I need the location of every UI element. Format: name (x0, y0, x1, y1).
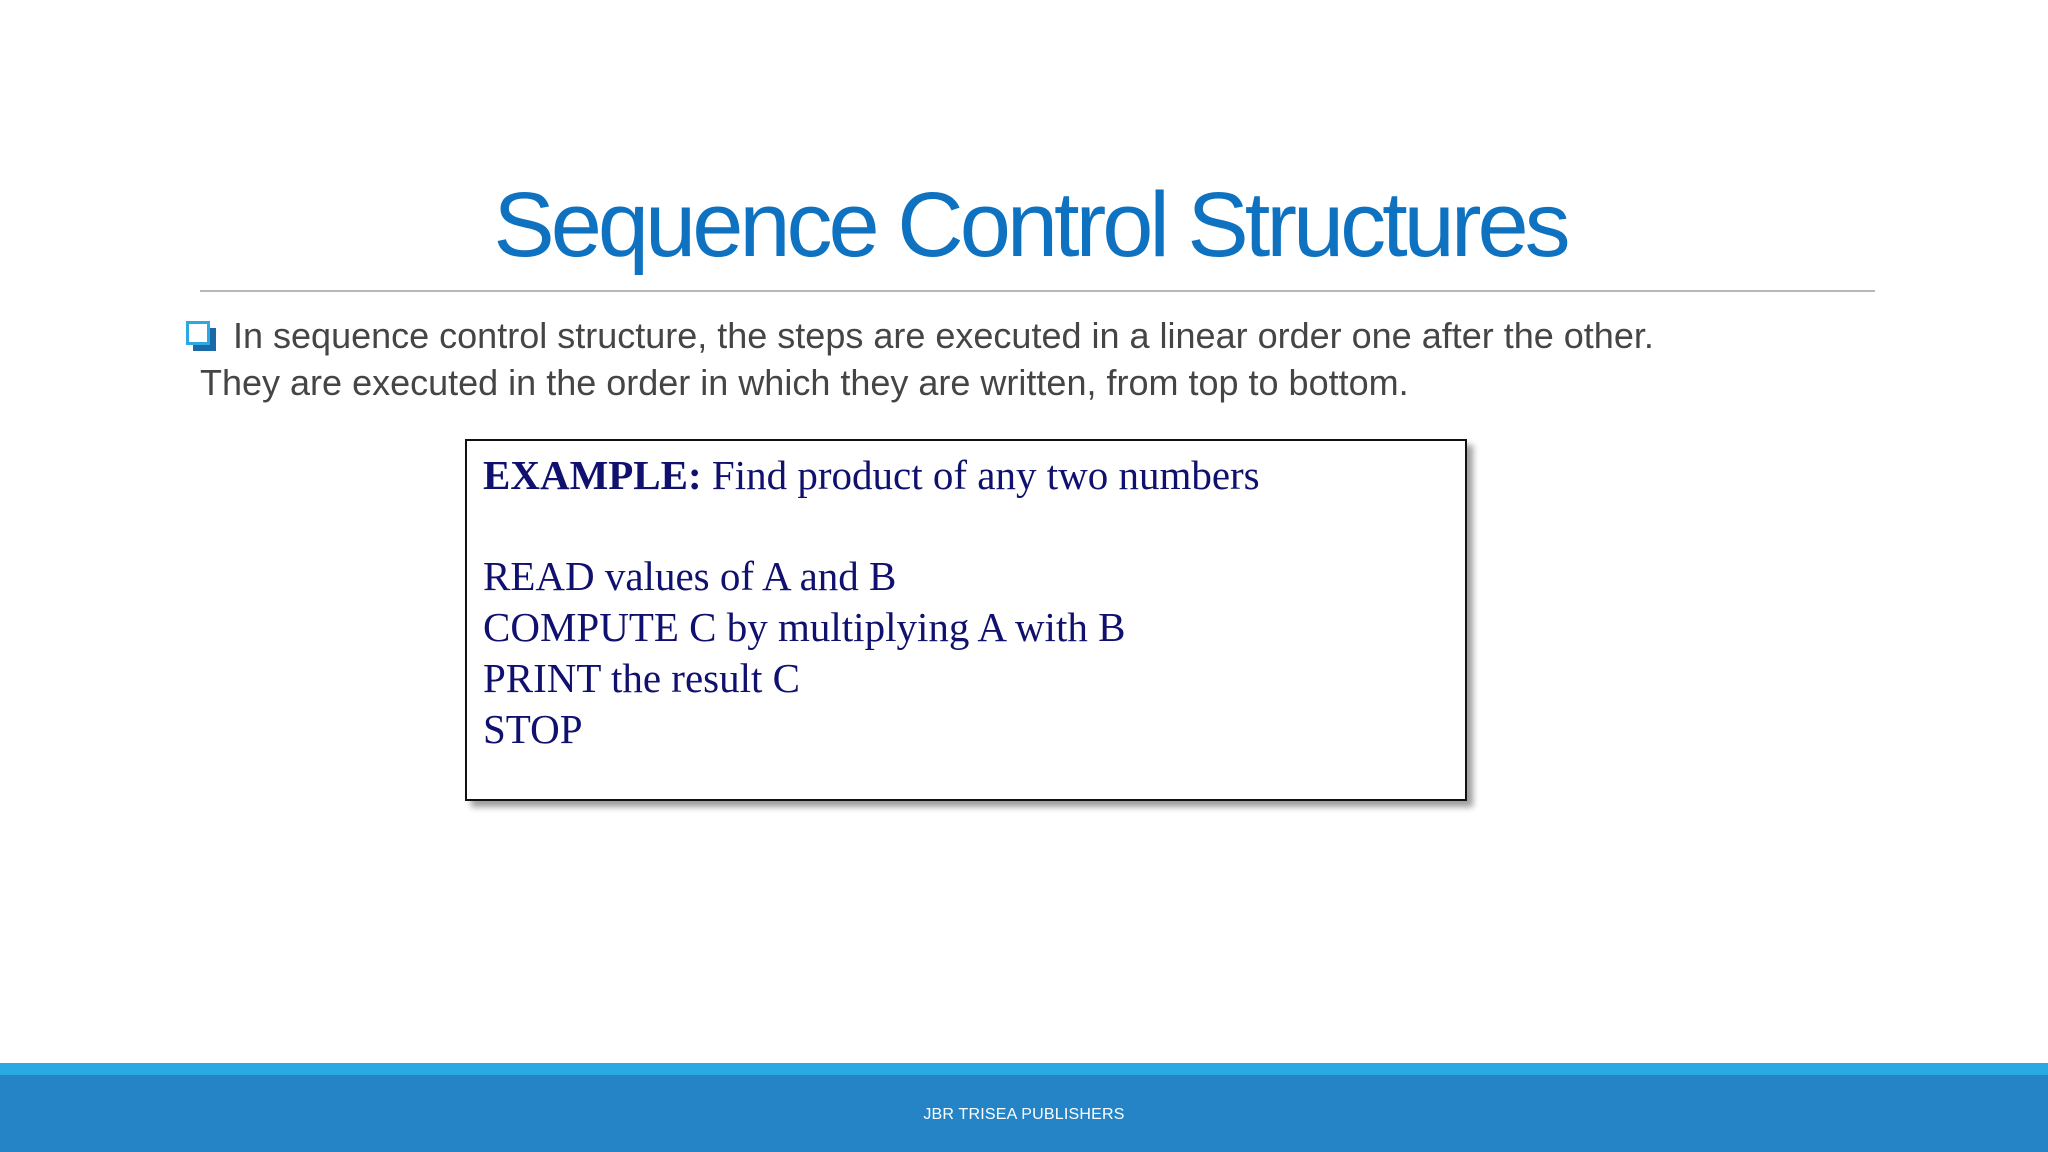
example-description: Find product of any two numbers (701, 452, 1260, 498)
example-step-stop: STOP (483, 706, 583, 752)
footer-accent-stripe (0, 1063, 2048, 1075)
square-bullet-icon (186, 321, 216, 351)
bullet-text-line-1: In sequence control structure, the steps are executed in a linear order one after the other. (233, 315, 1654, 356)
example-step-compute: COMPUTE C by multiplying A with B (483, 604, 1126, 650)
example-spacer (483, 501, 1449, 551)
example-heading (483, 449, 1449, 501)
example-label: EXAMPLE: (483, 452, 702, 498)
bullet-text-line-2: They are executed in the order in which they are written, from top to bottom. (200, 362, 1409, 403)
slide-title: Sequence Control Structures (493, 174, 1567, 276)
bullet-point (186, 312, 2006, 406)
example-box (465, 439, 1467, 801)
example-step-print: PRINT the result C (483, 655, 800, 701)
footer-publisher: JBR TRISEA PUBLISHERS (923, 1106, 1125, 1123)
example-step-read: READ values of A and B (483, 553, 897, 599)
title-divider (200, 290, 1875, 292)
bullet-first-line (186, 312, 2006, 359)
